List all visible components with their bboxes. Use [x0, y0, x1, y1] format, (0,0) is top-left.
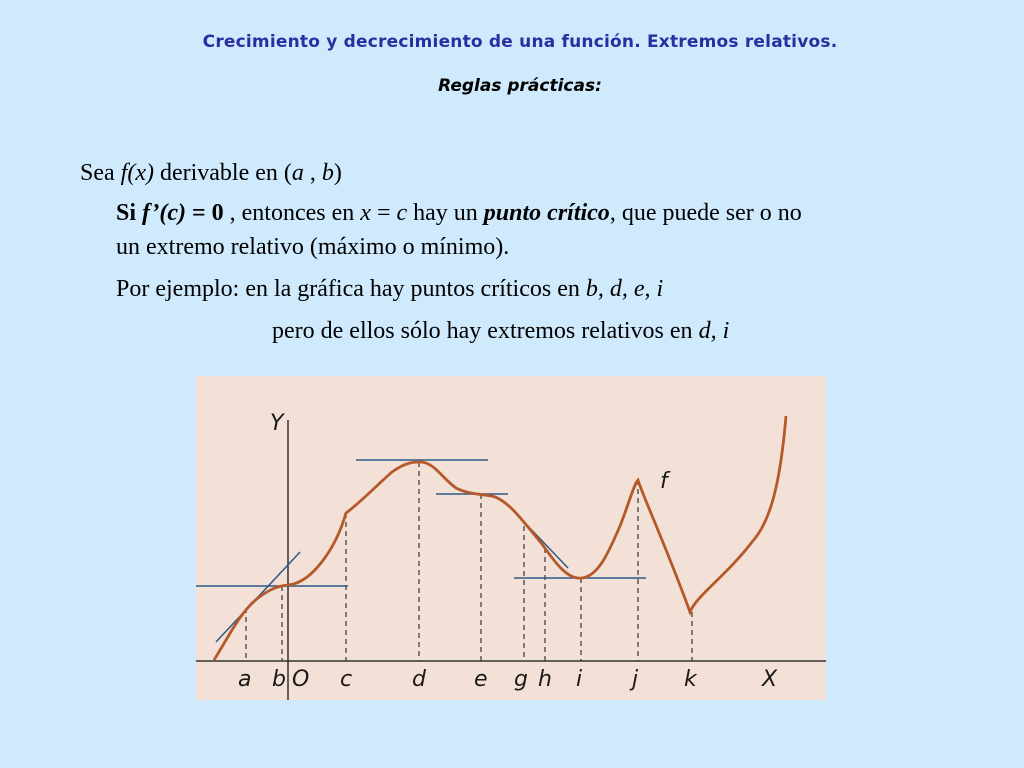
tick-label-i: i [576, 667, 583, 692]
tick-label-e: e [474, 667, 488, 692]
tick-label-b: b [272, 667, 286, 692]
tick-label-j: j [632, 667, 639, 692]
x-axis-label: X [762, 667, 778, 692]
critical-point-rule-cont: un extremo relativo (máximo o mínimo). [116, 234, 510, 260]
example-extrema-line: pero de ellos sólo hay extremos relativos en d, i [272, 318, 730, 344]
critical-point-rule: Si f’(c) = 0 , entonces en x = c hay un punto crítico, que puede ser o no [116, 200, 802, 226]
graph-svg [196, 376, 826, 700]
function-curve [214, 416, 786, 660]
tick-label-d: d [412, 667, 426, 692]
example-line: Por ejemplo: en la gráfica hay puntos críticos en b, d, e, i [116, 276, 664, 302]
curve-label: f [660, 469, 668, 494]
tick-label-a: a [238, 667, 252, 692]
tick-label-h: h [538, 667, 552, 692]
y-axis-label: Y [270, 411, 284, 436]
tick-label-c: c [340, 667, 353, 692]
tick-label-k: k [684, 667, 697, 692]
tick-label-g: g [514, 667, 528, 692]
origin-label: O [292, 667, 310, 692]
definition-line: Sea f(x) derivable en (a , b) [80, 160, 342, 186]
function-graph [196, 376, 826, 700]
slide-subtitle: Reglas prácticas: [438, 76, 602, 96]
tangent-lines [196, 460, 646, 642]
slide-title: Crecimiento y decrecimiento de una función. Extremos relativos. [202, 32, 838, 52]
